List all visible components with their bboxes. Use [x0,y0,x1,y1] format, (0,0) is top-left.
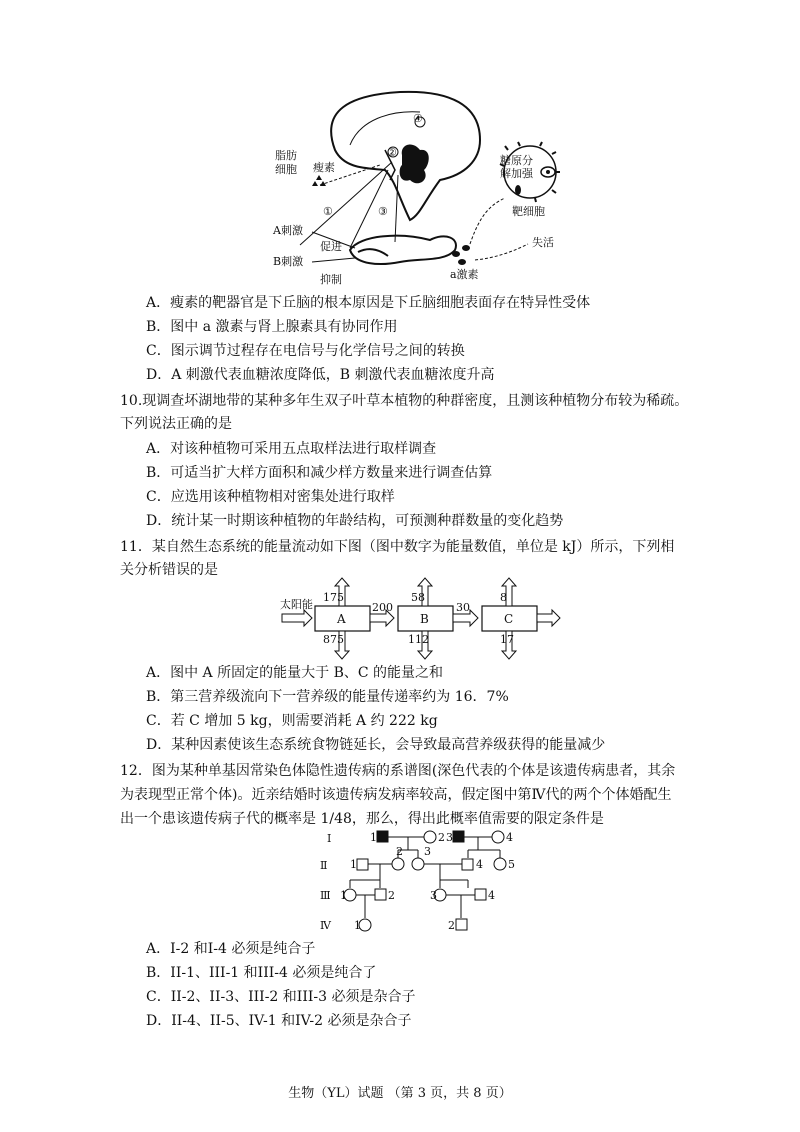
q12-stem-2: 为表现型正常个体)。近亲结婚时该遗传病发病率较高，假定图中第Ⅳ代的两个个体婚配生 [120,787,672,803]
inactivated-label: 失活 [532,236,554,249]
q10-option-c: C．应选用该种植物相对密集处进行取样 [146,489,395,505]
id-i-3: 3 [446,831,453,844]
a-top-value: 175 [323,591,344,604]
glycogen-label-2: 解加强 [500,167,533,180]
q9-option-a: A．瘦素的靶器官是下丘脑的根本原因是下丘脑细胞表面存在特异性受体 [146,295,591,311]
flow-b-c-value: 30 [456,601,470,614]
a-hormone-label: a激素 [450,268,479,281]
id-ii-2: 2 [396,845,403,858]
id-iii-4: 4 [488,889,495,902]
label-num1: ① [323,205,333,218]
flow-a-b-value: 200 [372,601,393,614]
q10-stem-2: 下列说法正确的是 [120,416,232,432]
target-cell-label: 靶细胞 [512,205,545,218]
fat-cell-label-1: 脂肪 [275,149,297,162]
b-bottom-value: 112 [408,633,429,646]
b-stimulus-label: B刺激 [273,255,304,268]
leptin-label: 瘦素 [313,161,335,174]
q11-option-c: C．若 C 增加 5 kg，则需要消耗 A 约 222 kg [146,713,438,729]
sun-energy-label: 太阳能 [280,598,313,611]
generation-1-label: Ⅰ [327,832,332,845]
q10-stem-1: 10.现调查坏湖地带的某种多年生双子叶草本植物的种群密度，且测该种植物分布较为稀疏。 [120,393,689,409]
box-b-label: B [420,612,429,626]
q10-option-d: D．统计某一时期该种植物的年龄结构，可预测种群数量的变化趋势 [146,513,564,529]
id-i-4: 4 [506,831,513,844]
id-iii-3: 3 [430,889,437,902]
page-footer: 生物（YL）试题 （第 3 页，共 8 页） [288,1086,512,1101]
id-i-2: 2 [438,831,445,844]
energy-flow-drawing [0,576,800,666]
q12-option-c: C．II-2、II-3、III-2 和III-3 必须是杂合子 [146,989,416,1005]
id-ii-1: 1 [350,858,357,871]
q11-option-a: A．图中 A 所固定的能量大于 B、C 的能量之和 [146,665,444,681]
generation-3-label: Ⅲ [320,889,331,902]
q9-option-d: D．A 刺激代表血糖浓度降低，B 刺激代表血糖浓度升高 [146,367,495,383]
glycogen-label-1: 糖原分 [500,154,533,167]
label-num2: ② [387,146,397,159]
q11-option-b: B．第三营养级流向下一营养级的能量传递率约为 16．7% [146,689,509,705]
id-iii-2: 2 [388,889,395,902]
b-top-value: 58 [411,591,425,604]
a-stimulus-label: A刺激 [273,224,303,237]
brain-pancreas-drawing [0,0,800,300]
q12-option-b: B．II-1、III-1 和III-4 必须是纯合了 [146,965,377,981]
label-num3: ③ [378,205,388,218]
fat-cell-label-2: 细胞 [275,163,297,176]
id-ii-4: 4 [476,858,483,871]
q11-stem-2: 关分析错误的是 [120,562,218,578]
q11-option-d: D．某种因素使该生态系统食物链延长，会导致最高营养级获得的能量减少 [146,737,606,753]
q12-stem-1: 12．图为某种单基因常染色体隐性遗传病的系谱图(深色代表的个体是该遗传病患者，其余 [120,763,676,779]
id-iv-1: 1 [354,919,361,932]
q12-option-a: A．I-2 和I-4 必须是纯合子 [146,941,316,957]
q10-option-b: B．可适当扩大样方面积和减少样方数量来进行调查估算 [146,465,493,481]
label-num4: ④ [413,112,423,125]
q12-option-d: D．II-4、II-5、IV-1 和IV-2 必须是杂合子 [146,1013,412,1029]
inhibit-label: 抑制 [320,273,342,286]
a-bottom-value: 875 [323,633,344,646]
q11-stem-1: 11．某自然生态系统的能量流动如下图（图中数字为能量数值，单位是 kJ）所示，下列相 [120,539,675,555]
generation-4-label: Ⅳ [320,919,331,932]
box-a-label: A [337,612,346,626]
c-top-value: 8 [500,591,507,604]
box-c-label: C [504,612,514,626]
id-iv-2: 2 [448,919,455,932]
promote-label: 促进 [320,240,342,253]
q12-stem-3: 出一个患该遗传病子代的概率是 1/48，那么，得出此概率值需要的限定条件是 [120,811,604,827]
id-iii-1: 1 [340,889,347,902]
q10-option-a: A．对该种植物可采用五点取样法进行取样调查 [146,441,437,457]
id-ii-3: 3 [424,845,431,858]
q9-option-c: C．图示调节过程存在电信号与化学信号之间的转换 [146,343,465,359]
id-i-1: 1 [370,831,377,844]
q9-option-b: B．图中 a 激素与肾上腺素具有协同作用 [146,319,398,335]
id-ii-5: 5 [508,858,515,871]
c-bottom-value: 17 [500,633,514,646]
generation-2-label: Ⅱ [320,859,328,872]
